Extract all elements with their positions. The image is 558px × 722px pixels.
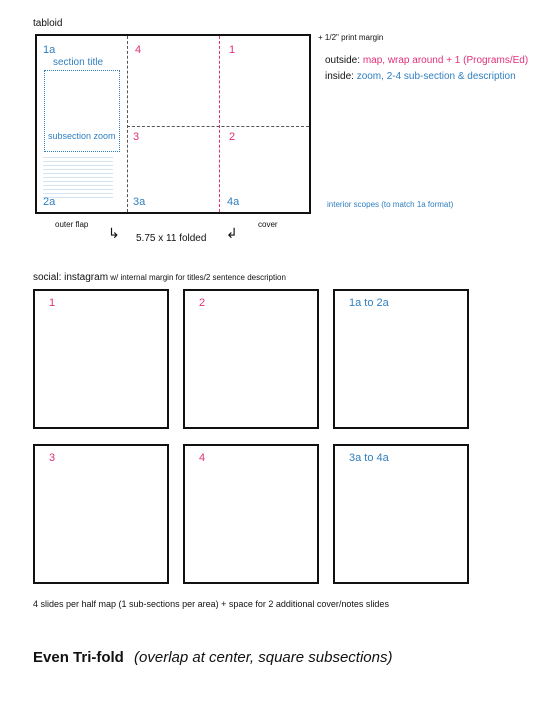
panel-1a-label: 1a [43, 44, 56, 56]
social-heading-suffix: w/ internal margin for titles/2 sentence description [108, 273, 286, 282]
tabloid-title: tabloid [33, 18, 63, 29]
interior-scopes-note: interior scopes (to match 1a format) [327, 200, 454, 209]
slides-footnote: 4 slides per half map (1 sub-sections per area) + space for 2 additional cover/notes slides [33, 599, 389, 609]
inside-note [325, 71, 516, 82]
instagram-slide [33, 289, 169, 429]
inside-text: zoom, 2-4 sub-section & description [356, 71, 516, 82]
instagram-slide [333, 289, 469, 429]
slide-label: 3 [49, 452, 56, 464]
fold-line-horizontal [127, 126, 309, 127]
fold-line-center [219, 36, 220, 212]
inside-label: inside: [325, 71, 354, 82]
outer-flap-label: outer flap [55, 220, 89, 229]
panel-2a-label: 2a [43, 196, 56, 208]
section-title-label: section title [53, 57, 104, 68]
outside-text: map, wrap around + 1 (Programs/Ed) [362, 55, 529, 66]
page-title [33, 649, 393, 666]
slide-label: 3a to 4a [349, 452, 389, 464]
slide-label: 4 [199, 452, 206, 464]
panel-1-label: 1 [229, 44, 236, 56]
slide-label: 2 [199, 297, 206, 309]
slide-label: 1 [49, 297, 56, 309]
instagram-slide [183, 289, 319, 429]
panel-2-label: 2 [229, 131, 236, 143]
instagram-slide [33, 444, 169, 584]
panel-4a-label: 4a [227, 196, 240, 208]
tabloid-sheet [35, 34, 311, 214]
panel-4-label: 4 [135, 44, 142, 56]
social-heading [33, 272, 286, 283]
panel-3-label: 3 [133, 131, 140, 143]
page-title-main: Even Tri-fold [33, 649, 124, 666]
outside-note [325, 55, 528, 66]
right-fold-arrow-icon: ↲ [226, 225, 238, 241]
outside-label: outside: [325, 55, 361, 66]
cover-label: cover [258, 220, 278, 229]
panel-3a-label: 3a [133, 196, 146, 208]
print-margin-note: + 1/2" print margin [318, 33, 384, 42]
fold-line-left [127, 36, 128, 212]
subsection-zoom-label: subsection zoom [48, 131, 116, 141]
instagram-slide [183, 444, 319, 584]
slide-label: 1a to 2a [349, 297, 389, 309]
left-fold-arrow-icon: ↳ [108, 225, 120, 241]
description-text-block [43, 154, 113, 198]
social-heading-prefix: social: instagram [33, 272, 109, 283]
page-title-sub: (overlap at center, square subsections) [134, 649, 393, 666]
folded-size-label: 5.75 x 11 folded [136, 233, 207, 244]
instagram-slide [333, 444, 469, 584]
